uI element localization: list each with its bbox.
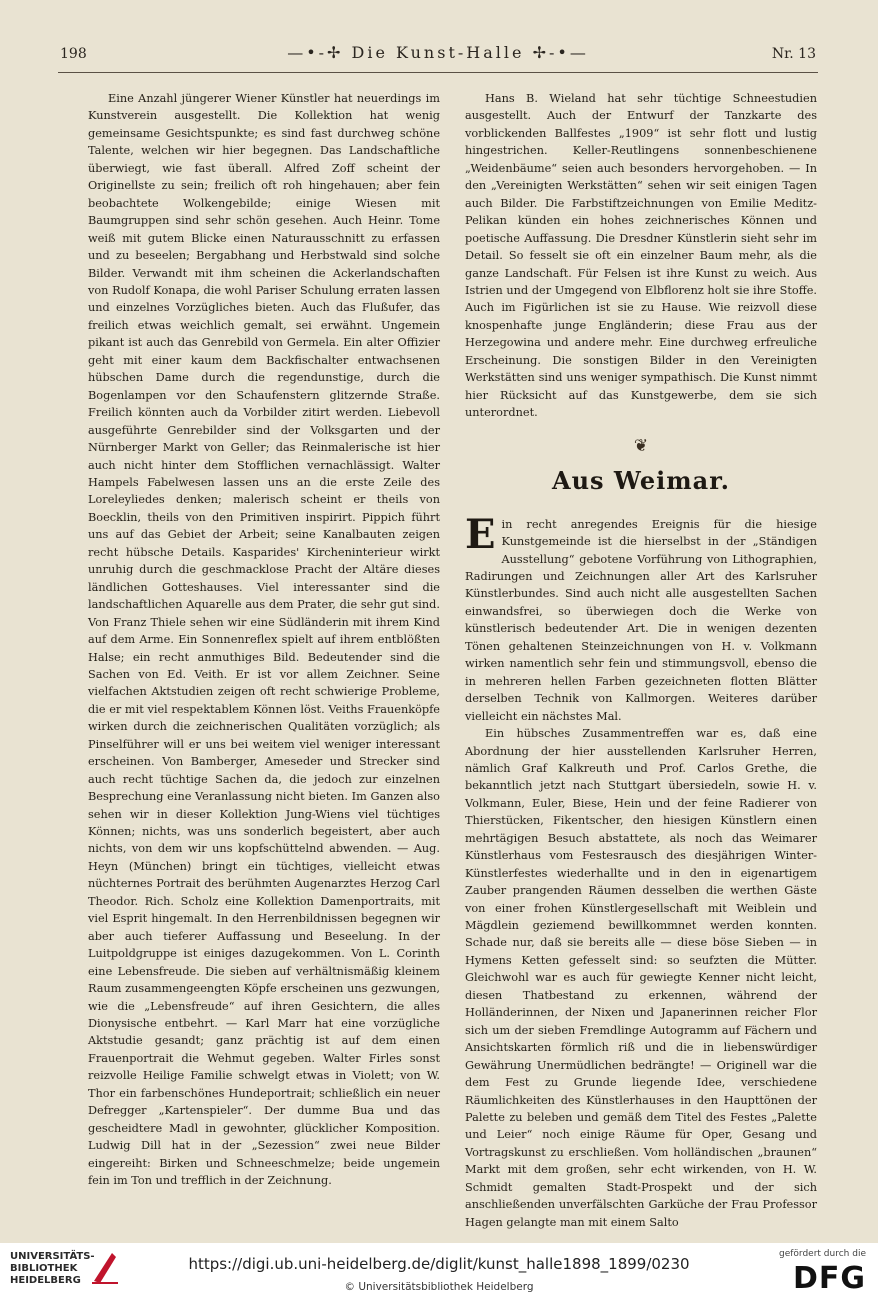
section-title: Aus Weimar. [551, 465, 731, 495]
library-name-line: HEIDELBERG [10, 1275, 81, 1286]
drop-cap: E [465, 510, 496, 558]
library-name-line: UNIVERSITÄTS- [10, 1251, 95, 1262]
article-paragraph-1 [465, 510, 817, 725]
permalink-url[interactable]: https://digi.ub.uni-heidelberg.de/diglit/kunst_halle1898_1899/0230 [188, 1255, 690, 1273]
library-footer [0, 1243, 878, 1305]
header-rule [58, 72, 818, 73]
article-paragraph-2: Ein hübsches Zusammentreffen war es, daß eine Abordnung der hier ausstellenden Karlsruher Herren, nämlich Graf Kalkreuth und Prof. Carlos Grethe, die bekanntlich jetzt nach Stuttgart übersiedeln, sowie H. v. Volkmann, Euler, Biese, Hein und der feine Radierer von Thierstücken, Fikentscher, den hiesigen Künstlern einen mehrtägigen Besuch abstattete, als noch das Weimarer Künstlerhaus vom Festesrausch des diesjährigen Winter-Künstlerfestes wiederhallte und in den in eigenartigem Zauber prangenden Räumen desselben die werthen Gäste von einer frohen Künstlergesellschaft mit Weiblein und Mägdlein geziemend bewillkommnet werden konnten. Schade nur, daß sie bereits alle — diese böse Sieben — in Hymens Ketten gefesselt sind: so seufzten die Mütter. Gleichwohl war es auch für gewiegte Kenner nicht leicht, diesen Thatbestand zu erkennen, während der Holländerinnen, der Nixen und Japanerinnen reicher Flor sich um der sieben Fremdlinge Autogramm auf Fächern und Ansichtskarten förmlich riß und die in liebenswürdiger Gewährung Unermüdlichen bedrängte! — Originell war die dem Fest zu Grunde liegende Idee, verschiedene Räumlichkeiten des Künstlerhauses in den Haupttönen der Palette zu beleben und gemäß dem Titel des Festes „Palette und Leier“ noch einige Räume für Oper, Gesang und Vortragskunst zu erschließen. Vom holländischen „braunen“ Markt mit dem großen, sehr echt wirkenden, von H. W. Schmidt gemalten Stadt-Prospekt und der sich anschließenden unverfälschten Garküche der Frau Professor Hagen gelangte man mit einem Salto [465, 727, 817, 1229]
right-column [465, 90, 817, 1229]
page-header [58, 40, 818, 66]
left-paragraph: Eine Anzahl jüngerer Wiener Künstler hat neuerdings im Kunstverein ausgestellt. Die Kollektion hat wenig gemeinsame Gesichtspunkte; es sind fast durchweg schöne Talente, welchen wir hier begegnen. Das Landschaftliche überwiegt, wie fast überall. Alfred Zoff scheint der Originellste zu sein; freilich oft roh hingehauen; aber fein beobachtete Wolkengebilde; einige Wiesen mit Baumgruppen sind sehr schön gesehen. Auch Heinr. Tome weiß mit gutem Blicke einen Naturausschnitt zu erfassen und zu beseelen; Bergabhang und Herbstwald sind solche Bilder. Verwandt mit ihm scheinen die Ackerlandschaften von Rudolf Konapa, die wohl Pariser Schulung erraten lassen und einzelnes Vorzügliches bieten. Auch das Flußufer, das freilich etwas weichlich gemalt, sei erwähnt. Ungemein pikant ist auch das Genrebild von Germela. Ein alter Offizier geht mit einer kaum dem Backfischalter entwachsenen hübschen Dame durch die regendunstige, durch die Bogenlampen vor den Schaufenstern glitzernde Straße. Freilich könnten auch da Vorbilder zitirt werden. Liebevoll ausgeführte Genrebilder sind der Volksgarten und der Nürnberger Markt von Geller; das Reinmalerische ist hier auch nicht hinter dem Stofflichen vernachlässigt. Walter Hampels Fabelwesen lassen uns an die erste Zeile des Loreleyliedes denken; malerisch scheint er theils von Boecklin, theils von den Primitiven inspirirt. Pippich führt uns auf das Gebiet der Arbeit; seine Kanalbauten zeigen recht hübsche Details. Kasparides' Kircheninterieur wirkt unruhig durch die geschmacklose Pracht der Altäre dieses ländlichen Gotteshauses. Viel interessanter sind die landschaftlichen Aquarelle aus dem Prater, die sehr gut sind. Von Franz Thiele sehen wir eine Südländerin mit ihrem Kind auf dem Arme. Ein Sonnenreflex spielt auf ihrem entblößten Halse; ein recht anmuthiges Bild. Bedeutender sind die Sachen von Ed. Veith. Er ist vor allem Zeichner. Seine vielfachen Aktstudien zeigen oft recht schwierige Probleme, die er mit viel respektablem Können löst. Veiths Frauenköpfe wirken durch die zeichnerischen Qualitäten vorzüglich; als Pinselführer will er uns bei weitem viel weniger interessant erscheinen. Von Bamberger, Ameseder und Strecker sind auch recht tüchtige Sachen da, die jedoch zur einzelnen Besprechung eine Veranlassung nicht bieten. Im Ganzen also sehen wir in dieser Kollektion Jung-Wiens viel tüchtiges Können; nichts, was uns sonderlich begeistert, aber auch nichts, von dem wir uns kopfschüttelnd abwenden. — Aug. Heyn (München) bringt ein tüchtiges, vielleicht etwas nüchternes Portrait des berühmten Augenarztes Herzog Carl Theodor. Rich. Scholz eine Kollektion Damenportraits, mit viel Esprit hingemalt. In den Herrenbildnissen begegnen wir aber auch tieferer Auffassung und Beseelung. In der Luitpoldgruppe ist einiges dazugekommen. Von L. Corinth eine Lebensfreude. Die sieben auf verhältnismäßig kleinem Raum zusammengeengten Köpfe erscheinen uns gezwungen, wie die „Lebensfreude“ auf ihren Gesichtern, die alles Dionysische entbehrt. — Karl Marr hat eine vorzügliche Aktstudie gesandt; ganz prächtig ist auf dem einen Frauenportrait die Wehmut gegeben. Walter Firles sonst reizvolle Heilige Familie schwelgt etwas in Violett; von W. Thor ein farbenschönes Hundeportrait; schließlich ein neuer Defregger „Kartenspieler“. Der dumme Bua und das gescheidtere Madl in gewohnter, glücklicher Komposition. Ludwig Dill hat in der „Sezession“ zwei neue Bilder eingereiht: Birken und Schneeschmelze; beide ungemein fein im Ton und trefflich in der Zeichnung. [88, 92, 440, 1188]
article-paragraph-1-text: in recht anregendes Ereignis für die hiesige Kunstgemeinde ist die hierselbst in der „Ständigen Ausstellung“ gebotene Vorführung von Lithographien, Radirungen und Zeichnungen aller Art des Karlsruher Künstlerbundes. Sind auch nicht alle ausgestellten Sachen einwandsfrei, so überwiegen doch die Werke von künstlerisch bedeutender Art. Die in wenigen dezenten Tönen gehaltenen Steinzeichnungen von H. v. Volkmann wirken namentlich sehr fein und stimmungsvoll, ebenso die in mehreren hellen Farben gezeichneten flotten Blätter derselben Technik von Kallmorgen. Weiteres darüber vielleicht ein nächstes Mal. [465, 517, 817, 723]
fleuron-ornament: ❦ [633, 435, 649, 456]
dfg-logo: DFG [792, 1261, 866, 1296]
running-title: —•-✢ Die Kunst-Halle ✢-•— [287, 43, 589, 62]
funding-caption: gefördert durch die [779, 1249, 866, 1259]
copyright-notice: © Universitätsbibliothek Heidelberg [344, 1281, 534, 1293]
library-name-line: BIBLIOTHEK [10, 1263, 78, 1274]
page-number: 198 [60, 46, 87, 62]
issue-number: Nr. 13 [771, 46, 816, 62]
left-column [88, 90, 440, 1210]
right-paragraph-top: Hans B. Wieland hat sehr tüchtige Schneestudien ausgestellt. Auch der Entwurf der Tanzkarte des vorblickenden Ballfestes „1909“ ist sehr flott und lustig hingestrichen. Keller-Reutlingens sonnenbeschienene „Weidenbäume“ seien auch besonders hervorgehoben. — In den „Vereinigten Werkstätten“ sehen wir seit einigen Tagen auch Bilder. Die Farbstiftzeichnungen von Emilie Meditz-Pelikan künden ein hohes zeichnerisches Können und poetische Auffassung. Die Dresdner Künstlerin sieht sehr im Detail. So fesselt sie oft ein einzelner Baum mehr, als die ganze Landschaft. Für Felsen ist ihre Kunst zu weich. Aus Istrien und der Umgegend von Elbflorenz holt sie ihre Stoffe. Auch im Figürlichen ist sie zu Hause. Wie reizvoll diese knospenhafte junge Engländerin; diese Frau aus der Herzegowina und andere mehr. Eine durchweg erfreuliche Erscheinung. Die sonstigen Bilder in den Vereinigten Werkstätten sind uns weniger sympathisch. Die Kunst nimmt hier Rücksicht auf das Kunstgewerbe, dem sie sich unterordnet. [465, 92, 817, 420]
